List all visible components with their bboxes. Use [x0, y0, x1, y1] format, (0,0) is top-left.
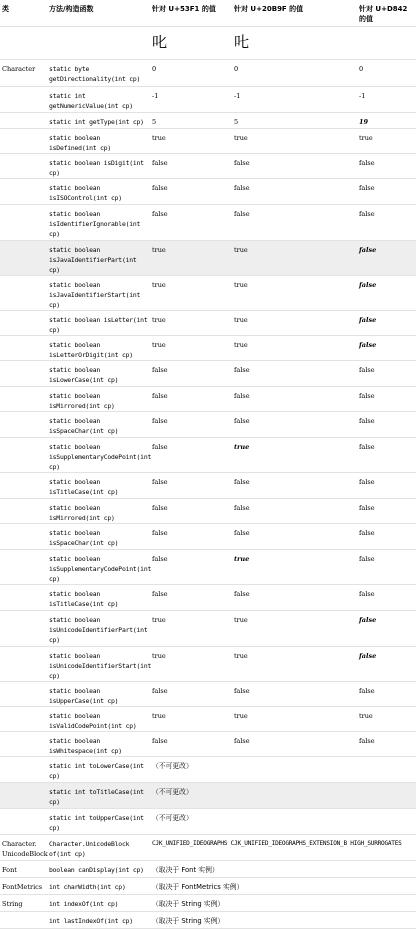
table-row	[0, 59, 416, 86]
value-u53f1-cell: 0	[150, 59, 232, 86]
note-cell: （取决于 FontMetrics 实例）	[150, 877, 416, 894]
value-u53f1-cell: false	[150, 178, 232, 204]
table-row	[0, 204, 416, 240]
class-cell	[0, 112, 47, 128]
class-cell	[0, 808, 47, 834]
table-row	[0, 498, 416, 523]
method-cell: static boolean isLetter(int cp)	[47, 310, 150, 335]
class-cell	[0, 178, 47, 204]
value-u53f1-cell: false	[150, 153, 232, 178]
value-u20b9f-cell: false	[232, 731, 357, 756]
value-u20b9f-cell: false	[232, 523, 357, 549]
class-cell	[0, 240, 47, 275]
method-cell: static boolean isValidCodePoint(int cp)	[47, 706, 150, 731]
method-cell: static int getType(int cp)	[47, 112, 150, 128]
class-cell	[0, 681, 47, 706]
value-u20b9f-cell: false	[232, 681, 357, 706]
value-ud842-cell: true	[357, 128, 416, 153]
note-cell: （不可更改）	[150, 782, 416, 808]
table-row	[0, 86, 416, 112]
table-row	[0, 731, 416, 756]
value-ud842-cell: false	[357, 731, 416, 756]
note-cell: （取决于 Font 实例）	[150, 860, 416, 877]
table-row	[0, 584, 416, 610]
method-cell: static boolean isDigit(int cp)	[47, 153, 150, 178]
value-ud842-cell: false	[357, 610, 416, 646]
value-ud842-cell: false	[357, 386, 416, 411]
method-cell: static boolean isIdentifierIgnorable(int cp)	[47, 204, 150, 240]
value-ud842-cell: false	[357, 549, 416, 584]
value-ud842-cell: false	[357, 335, 416, 360]
value-u20b9f-cell: true	[232, 706, 357, 731]
value-u20b9f-cell: false	[232, 386, 357, 411]
table-row	[0, 240, 416, 275]
table-row	[0, 646, 416, 681]
table-row	[0, 894, 416, 911]
method-cell: static boolean isJavaIdentifierPart(int cp)	[47, 240, 150, 275]
value-u20b9f-cell: false	[232, 360, 357, 386]
value-u20b9f-cell: true	[232, 610, 357, 646]
table-row	[0, 153, 416, 178]
method-cell: static int toLowerCase(int cp)	[47, 756, 150, 782]
method-cell: static boolean isWhitespace(int cp)	[47, 731, 150, 756]
value-u20b9f-cell: false	[232, 411, 357, 437]
class-cell	[0, 646, 47, 681]
method-cell: int charWidth(int cp)	[47, 877, 150, 894]
table-row	[0, 549, 416, 584]
method-cell: int indexOf(int cp)	[47, 894, 150, 911]
method-cell: static boolean isLetterOrDigit(int cp)	[47, 335, 150, 360]
class-cell	[0, 911, 47, 928]
unicode-block-values-cell: CJK_UNIFIED_IDEOGRAPHS CJK_UNIFIED_IDEOGRAPHS_EXTENSION_B HIGH_SURROGATES	[150, 834, 416, 860]
table-row	[0, 860, 416, 877]
class-cell: Font	[0, 860, 47, 877]
table-row	[0, 386, 416, 411]
glyph-u53f1: 叱	[150, 26, 232, 59]
table-row	[0, 472, 416, 498]
value-u53f1-cell: false	[150, 360, 232, 386]
method-cell: int lastIndexOf(int cp)	[47, 911, 150, 928]
value-u20b9f-cell: false	[232, 153, 357, 178]
value-u53f1-cell: true	[150, 275, 232, 310]
class-cell	[0, 310, 47, 335]
value-ud842-cell: false	[357, 153, 416, 178]
value-u53f1-cell: true	[150, 240, 232, 275]
class-cell	[0, 275, 47, 310]
value-u53f1-cell: false	[150, 523, 232, 549]
class-cell	[0, 731, 47, 756]
value-u53f1-cell: false	[150, 386, 232, 411]
class-cell: Character	[0, 59, 47, 86]
value-u53f1-cell: false	[150, 204, 232, 240]
value-u20b9f-cell: true	[232, 549, 357, 584]
method-cell: static byte getDirectionality(int cp)	[47, 59, 150, 86]
value-u20b9f-cell: false	[232, 178, 357, 204]
method-cell: static boolean isSpaceChar(int cp)	[47, 523, 150, 549]
method-cell: static boolean isMirrored(int cp)	[47, 386, 150, 411]
value-u20b9f-cell: -1	[232, 86, 357, 112]
method-cell: static int getNumericValue(int cp)	[47, 86, 150, 112]
method-cell: static boolean isLowerCase(int cp)	[47, 360, 150, 386]
value-u20b9f-cell: true	[232, 275, 357, 310]
value-u53f1-cell: false	[150, 681, 232, 706]
glyph-u20b9f: 𠮟	[232, 26, 357, 59]
header-u20b9f: 针对 U+20B9F 的值	[232, 0, 357, 26]
method-cell: static boolean isSupplementaryCodePoint(int cp)	[47, 437, 150, 472]
value-u20b9f-cell: false	[232, 472, 357, 498]
value-u53f1-cell: true	[150, 610, 232, 646]
value-ud842-cell: false	[357, 498, 416, 523]
header-u53f1: 针对 U+53F1 的值	[150, 0, 232, 26]
value-ud842-cell: false	[357, 584, 416, 610]
method-cell: static boolean isDefined(int cp)	[47, 128, 150, 153]
class-cell	[0, 584, 47, 610]
note-cell: （取决于 String 实例）	[150, 894, 416, 911]
class-cell: String	[0, 894, 47, 911]
table-row	[0, 178, 416, 204]
value-ud842-cell: false	[357, 472, 416, 498]
value-ud842-cell: false	[357, 240, 416, 275]
value-u53f1-cell: false	[150, 584, 232, 610]
value-ud842-cell: false	[357, 275, 416, 310]
header-method: 方法/构造函数	[47, 0, 150, 26]
table-row	[0, 360, 416, 386]
class-cell	[0, 782, 47, 808]
value-ud842-cell: false	[357, 178, 416, 204]
value-u53f1-cell: false	[150, 472, 232, 498]
value-u20b9f-cell: true	[232, 437, 357, 472]
value-ud842-cell: false	[357, 646, 416, 681]
class-cell	[0, 128, 47, 153]
class-cell	[0, 335, 47, 360]
class-cell	[0, 756, 47, 782]
method-cell: static int toTitleCase(int cp)	[47, 782, 150, 808]
class-cell	[0, 386, 47, 411]
value-u20b9f-cell: 0	[232, 59, 357, 86]
method-cell: static boolean isSupplementaryCodePoint(int cp)	[47, 549, 150, 584]
method-cell: static boolean isMirrored(int cp)	[47, 498, 150, 523]
value-ud842-cell: false	[357, 681, 416, 706]
table-row	[0, 756, 416, 782]
table-row	[0, 706, 416, 731]
table-row	[0, 310, 416, 335]
table-row	[0, 128, 416, 153]
class-cell	[0, 360, 47, 386]
value-u53f1-cell: true	[150, 310, 232, 335]
table-row	[0, 681, 416, 706]
method-cell: boolean canDisplay(int cp)	[47, 860, 150, 877]
method-cell: static boolean isUnicodeIdentifierPart(int cp)	[47, 610, 150, 646]
class-cell	[0, 498, 47, 523]
value-u53f1-cell: false	[150, 731, 232, 756]
value-u20b9f-cell: true	[232, 128, 357, 153]
method-cell: static boolean isISOControl(int cp)	[47, 178, 150, 204]
method-cell: static int toUpperCase(int cp)	[47, 808, 150, 834]
table-header-row	[0, 0, 416, 26]
value-ud842-cell: false	[357, 360, 416, 386]
class-cell: FontMetrics	[0, 877, 47, 894]
table-row	[0, 808, 416, 834]
note-cell: （取决于 String 实例）	[150, 911, 416, 928]
table-row	[0, 911, 416, 928]
value-ud842-cell: false	[357, 204, 416, 240]
header-ud842: 针对 U+D842 的值	[357, 0, 416, 26]
value-ud842-cell: -1	[357, 86, 416, 112]
class-cell	[0, 706, 47, 731]
class-cell	[0, 472, 47, 498]
glyph-row	[0, 26, 416, 59]
class-cell	[0, 86, 47, 112]
method-cell: static boolean isTitleCase(int cp)	[47, 472, 150, 498]
value-ud842-cell: false	[357, 523, 416, 549]
value-u20b9f-cell: 5	[232, 112, 357, 128]
value-u53f1-cell: false	[150, 498, 232, 523]
table-row	[0, 437, 416, 472]
method-cell: static boolean isUnicodeIdentifierStart(int cp)	[47, 646, 150, 681]
note-cell: （不可更改）	[150, 808, 416, 834]
value-ud842-cell: false	[357, 437, 416, 472]
value-u20b9f-cell: false	[232, 584, 357, 610]
method-cell: static boolean isSpaceChar(int cp)	[47, 411, 150, 437]
value-u20b9f-cell: true	[232, 310, 357, 335]
value-u53f1-cell: true	[150, 646, 232, 681]
class-cell	[0, 153, 47, 178]
class-cell	[0, 523, 47, 549]
value-u20b9f-cell: true	[232, 646, 357, 681]
method-cell: static boolean isUpperCase(int cp)	[47, 681, 150, 706]
table-row	[0, 834, 416, 860]
note-cell: （不可更改）	[150, 756, 416, 782]
table-row	[0, 411, 416, 437]
method-cell: static boolean isTitleCase(int cp)	[47, 584, 150, 610]
value-u53f1-cell: true	[150, 128, 232, 153]
table-row	[0, 782, 416, 808]
table-row	[0, 877, 416, 894]
value-ud842-cell: true	[357, 706, 416, 731]
class-cell	[0, 411, 47, 437]
value-ud842-cell: 0	[357, 59, 416, 86]
class-cell: Character. UnicodeBlock	[0, 834, 47, 860]
value-u20b9f-cell: true	[232, 240, 357, 275]
value-u53f1-cell: false	[150, 437, 232, 472]
table-row	[0, 275, 416, 310]
value-u20b9f-cell: false	[232, 498, 357, 523]
value-ud842-cell: false	[357, 310, 416, 335]
class-cell	[0, 549, 47, 584]
method-cell: Character.UnicodeBlock of(int cp)	[47, 834, 150, 860]
value-u53f1-cell: 5	[150, 112, 232, 128]
value-u53f1-cell: -1	[150, 86, 232, 112]
value-u20b9f-cell: true	[232, 335, 357, 360]
value-ud842-cell: 19	[357, 112, 416, 128]
header-class: 类	[0, 0, 47, 26]
class-cell	[0, 204, 47, 240]
method-cell: static boolean isJavaIdentifierStart(int cp)	[47, 275, 150, 310]
table-row	[0, 335, 416, 360]
value-u53f1-cell: true	[150, 706, 232, 731]
value-u53f1-cell: false	[150, 411, 232, 437]
value-ud842-cell: false	[357, 411, 416, 437]
table-row	[0, 523, 416, 549]
class-cell	[0, 437, 47, 472]
value-u20b9f-cell: false	[232, 204, 357, 240]
class-cell	[0, 610, 47, 646]
table-row	[0, 610, 416, 646]
table-row	[0, 112, 416, 128]
value-u53f1-cell: false	[150, 549, 232, 584]
value-u53f1-cell: true	[150, 335, 232, 360]
